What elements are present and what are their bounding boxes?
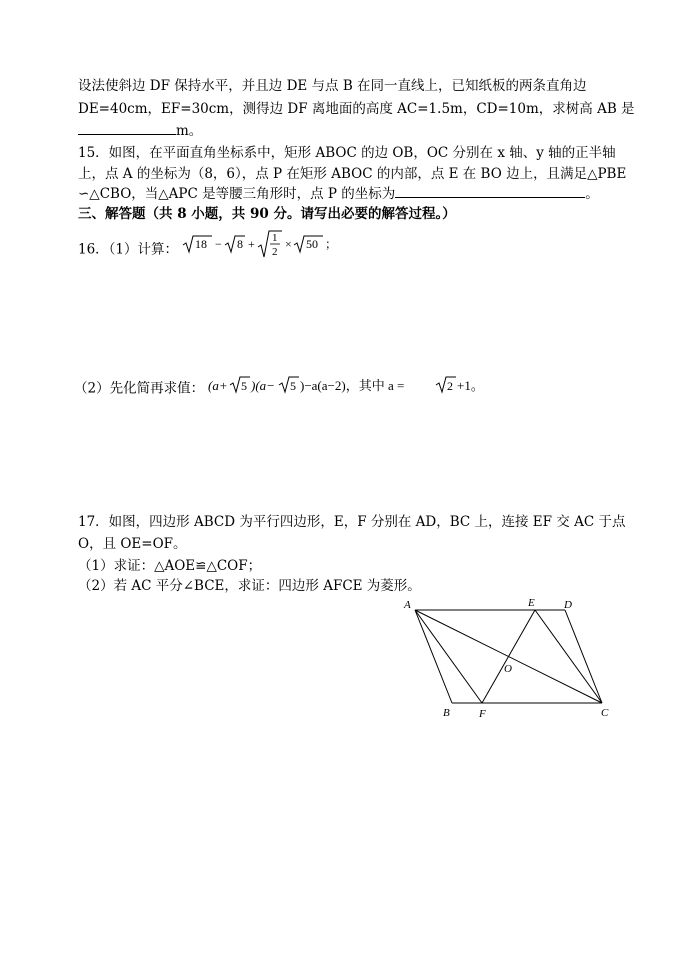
q16-part2-label: （2）先化简再求值： <box>74 380 205 397</box>
radicand: 2 <box>447 379 454 393</box>
simplify-expression <box>208 374 508 396</box>
radicand: 5 <box>241 379 248 393</box>
vertex-label-B: B <box>443 707 450 719</box>
q16-expression <box>182 232 382 264</box>
point-label-F: F <box>479 708 486 720</box>
radicand: 8 <box>237 237 244 251</box>
radical-sign <box>279 377 299 392</box>
segment-BA <box>415 610 452 703</box>
point-label-O: O <box>504 663 512 675</box>
q17-line2: O，且 OE=OF。 <box>78 536 187 552</box>
q16-part2 <box>74 378 614 402</box>
q16-part2-expression <box>208 378 508 400</box>
vertex-label-E: E <box>528 597 535 609</box>
plus-sign: + <box>248 237 256 251</box>
q17-line1: 17．如图，四边形 ABCD 为平行四边形，E，F 分别在 AD，BC 上，连接 EF 交 AC 于点 <box>78 514 626 530</box>
times-sign: × <box>285 237 293 251</box>
q14-line1: 设法使斜边 DF 保持水平，并且边 DE 与点 B 在同一直线上，已知纸板的两条直角边 <box>78 78 587 94</box>
answer-blank[interactable] <box>395 183 585 198</box>
expr-part: (a+ <box>208 378 228 393</box>
fraction-denominator: 2 <box>272 246 278 258</box>
q15-line1: 15．如图，在平面直角坐标系中，矩形 ABOC 的边 OB，OC 分别在 x 轴、y 轴的正半轴 <box>78 145 616 161</box>
q15-line3 <box>78 183 618 204</box>
semicolon: ； <box>325 237 338 251</box>
answer-blank[interactable] <box>78 120 176 135</box>
segment-EC <box>535 610 602 703</box>
segment-EF <box>482 610 535 703</box>
q15-period: 。 <box>585 186 599 202</box>
expr-part: )−a(a−2)，其中 a = <box>300 378 405 393</box>
q15-line3-text: ∽△CBO，当△APC 是等腰三角形时，点 P 的坐标为 <box>78 186 396 202</box>
radicand: 18 <box>195 237 208 251</box>
radical-expression <box>182 230 382 258</box>
vertex-label-D: D <box>564 599 572 611</box>
unit-text: m。 <box>176 123 203 139</box>
radicand: 5 <box>290 379 297 393</box>
q15-line2: 上，点 A 的坐标为（8，6），点 P 在矩形 ABOC 的内部，点 E 在 BO 边上，且满足△PBE <box>78 166 627 182</box>
parallelogram-figure <box>398 594 620 724</box>
q17-line3: （1）求证：△AOE≌△COF； <box>78 558 262 574</box>
radicand: 50 <box>306 237 319 251</box>
radical-sign <box>436 377 456 392</box>
expr-part: +1。 <box>457 378 485 393</box>
q16-part1-label: 16．（1）计算： <box>78 241 179 258</box>
q14-line2: DE=40cm，EF=30cm，测得边 DF 离地面的高度 AC=1.5m，CD=10m，求树高 AB 是 <box>78 101 635 117</box>
segment-AF <box>415 610 482 703</box>
q17-line4: （2）若 AC 平分∠BCE，求证：四边形 AFCE 为菱形。 <box>78 578 421 594</box>
vertex-label-A: A <box>404 599 411 611</box>
q16-part1 <box>78 232 618 264</box>
section-heading: 三、解答题（共 8 小题，共 90 分。请写出必要的解答过程。） <box>78 206 456 222</box>
fraction-numerator: 1 <box>272 232 278 244</box>
segment-DC <box>565 610 602 703</box>
radical-sign <box>230 377 250 392</box>
q14-line3 <box>78 120 618 141</box>
minus-sign: − <box>215 237 223 251</box>
vertex-label-C: C <box>601 707 609 719</box>
expr-part: )(a− <box>251 378 276 393</box>
